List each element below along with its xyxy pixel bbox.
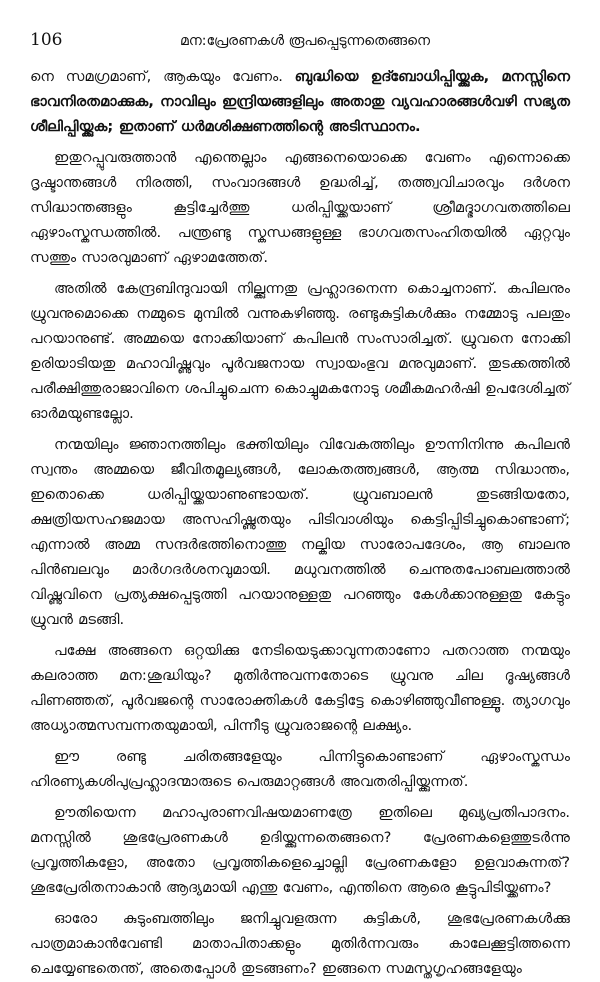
page-number: 106 [30, 30, 63, 50]
paragraph: നന്മയിലും ജ്ഞാനത്തിലും ഭക്തിയിലും വിവേകത്തിലും ഊന്നിനിന്നു കപിലൻ സ്വന്തം അമ്മയെ ജീവിതമൂല്യങ്ങൾ, ലോകതത്ത്വങ്ങൾ, ആത്മ സിദ്ധാന്തം, ഇതൊക്കെ ധരിപ്പിയ്ക്കയാണുണ്ടായത്. ധ്രുവബാലൻ തുടങ്ങിയതോ, ക്ഷത്രിയസഹജമായ അസഹിഷ്ണുതയും പിടിവാശിയും കെട്ടിപ്പിടിച്ചുകൊണ്ടാണ്; എന്നാൽ അമ്മ സന്ദർഭത്തിനൊത്തു നല്കിയ സാരോപദേശം, ആ ബാലനു പിൻബലവും മാർഗദർശനവുമായി. മധുവനത്തിൽ ചെന്നുതപോബലത്താൽ വിഷ്ണുവിനെ പ്രത്യക്ഷപ്പെടുത്തി പറയാനുള്ളതു പറഞ്ഞും കേൾക്കാനുള്ളതു കേട്ടും ധ്രുവൻ മടങ്ങി. [30, 436, 570, 628]
paragraph-bold-text: ബുദ്ധിയെ ഉദ്ബോധിപ്പിയ്ക്കുക, മനസ്സിനെ ഭാവനിരതമാക്കുക, നാവിലും ഇന്ദ്രിയങ്ങളിലും അതാതു വ്യവഹാരങ്ങൾവഴി സഭ്യത ശീലിപ്പിയ്ക്കുക; ഇതാണ് ധർമശിക്ഷണത്തിന്റെ അടിസ്ഥാനം. [30, 68, 570, 135]
paragraph: ഓരോ കുടുംബത്തിലും ജനിച്ചുവളരുന്ന കുട്ടികൾ, ശുഭപ്രേരണകൾക്കു പാത്രമാകാൻവേണ്ടി മാതാപിതാക്കളും മുതിർന്നവരും കാലേക്കൂട്ടിത്തന്നെ ചെയ്യേണ്ടതെന്ത്, അതെപ്പോൾ തുടങ്ങണം? ഇങ്ങനെ സമസ്തഗൃഹങ്ങളേയും [30, 910, 570, 977]
body-text [30, 64, 570, 981]
running-title: മന:പ്രേരണകൾ രൂപപ്പെടുന്നതെങ്ങനെ [179, 33, 431, 49]
paragraph: അതിൽ കേന്ദ്രബിന്ദുവായി നില്ക്കുന്നതു പ്രഹ്ലാദനെന്ന കൊച്ചനാണ്. കപിലനും ധ്രുവനുമൊക്കെ നമ്മുടെ മുമ്പിൽ വന്നുകഴിഞ്ഞു. രണ്ടുകുട്ടികൾക്കും നമ്മോടു പലതും പറയാനുണ്ട്. അമ്മയെ നോക്കിയാണ് കപിലൻ സംസാരിച്ചത്. ധ്രുവനെ നോക്കി ഉരിയാടിയതു മഹാവിഷ്ണുവും പൂർവജനായ സ്വായംഭുവ മനുവുമാണ്. തുടക്കത്തിൽ പരീക്ഷിത്തുരാജാവിനെ ശപിച്ചുചെന്ന കൊച്ചുമകനോടു ശമീകമഹർഷി ഉപദേശിച്ചത് ഓർമയുണ്ടല്ലോ. [30, 280, 570, 422]
paragraph: ഊതിയെന്ന മഹാപുരാണവിഷയമാണത്രേ ഇതിലെ മുഖ്യപ്രതിപാദനം. മനസ്സിൽ ശുഭപ്രേരണകൾ ഉദിയ്ക്കുന്നതെങ്ങനെ? പ്രേരണകളെത്തുടർന്നു പ്രവൃത്തികളോ, അതോ പ്രവൃത്തികളെച്ചൊല്ലി പ്രേരണകളോ ഉളവാകുന്നത്? ശുഭപ്രേരിതനാകാൻ ആദ്യമായി എന്തു വേണം, എന്തിനെ ആരെ കൂട്ടുപിടിയ്ക്കണം? [30, 804, 570, 896]
paragraph-continuation [30, 64, 570, 139]
page-header [30, 30, 570, 50]
paragraph-text: നെ സമഗ്രമാണ്, ആകയും വേണം. [30, 68, 295, 85]
paragraph: പക്ഷേ അങ്ങനെ ഒറ്റയിക്കു നേടിയെടുക്കാവുന്നതാണോ പതറാത്ത നന്മയും കലരാത്ത മന:ശുദ്ധിയും? മുതിർന്നുവന്നതോടെ ധ്രുവനു ചില ദൂഷ്യങ്ങൾ പിണഞ്ഞത്, പൂർവജന്റെ സാരോക്തികൾ കേട്ടിട്ടേ കൊഴിഞ്ഞുവീണുള്ളൂ. ത്യാഗവും അധ്യാത്മസമ്പന്നതയുമായി, പിന്നീടു ധ്രുവരാജന്റെ ലക്ഷ്യം. [30, 642, 570, 734]
paragraph: ഈ രണ്ടു ചരിതങ്ങളേയും പിന്നിട്ടുകൊണ്ടാണ് ഏഴാംസ്കന്ധം ഹിരണ്യകശിപുപ്രഹ്ലാദന്മാരുടെ പെരുമാറ്റങ്ങൾ അവതരിപ്പിയ്ക്കുന്നത്. [30, 748, 570, 790]
paragraph: ഇതുറപ്പുവരുത്താൻ എന്തെല്ലാം എങ്ങനെയൊക്കെ വേണം എന്നൊക്കെ ദൃഷ്ടാന്തങ്ങൾ നിരത്തി, സംവാദങ്ങൾ ഉദ്ധരിച്ച്, തത്ത്വവിചാരവും ദർശന സിദ്ധാന്തങ്ങളും കൂട്ടിച്ചേർത്തു ധരിപ്പിയ്ക്കയാണ് ശ്രീമദ്ഭാഗവതത്തിലെ ഏഴാംസ്കന്ധത്തിൽ. പന്ത്രണ്ടു സ്കന്ധങ്ങളുള്ള ഭാഗവതസംഹിതയിൽ ഏറ്റവും സത്തും സാരവുമാണ് ഏഴാമത്തേത്. [30, 149, 570, 266]
